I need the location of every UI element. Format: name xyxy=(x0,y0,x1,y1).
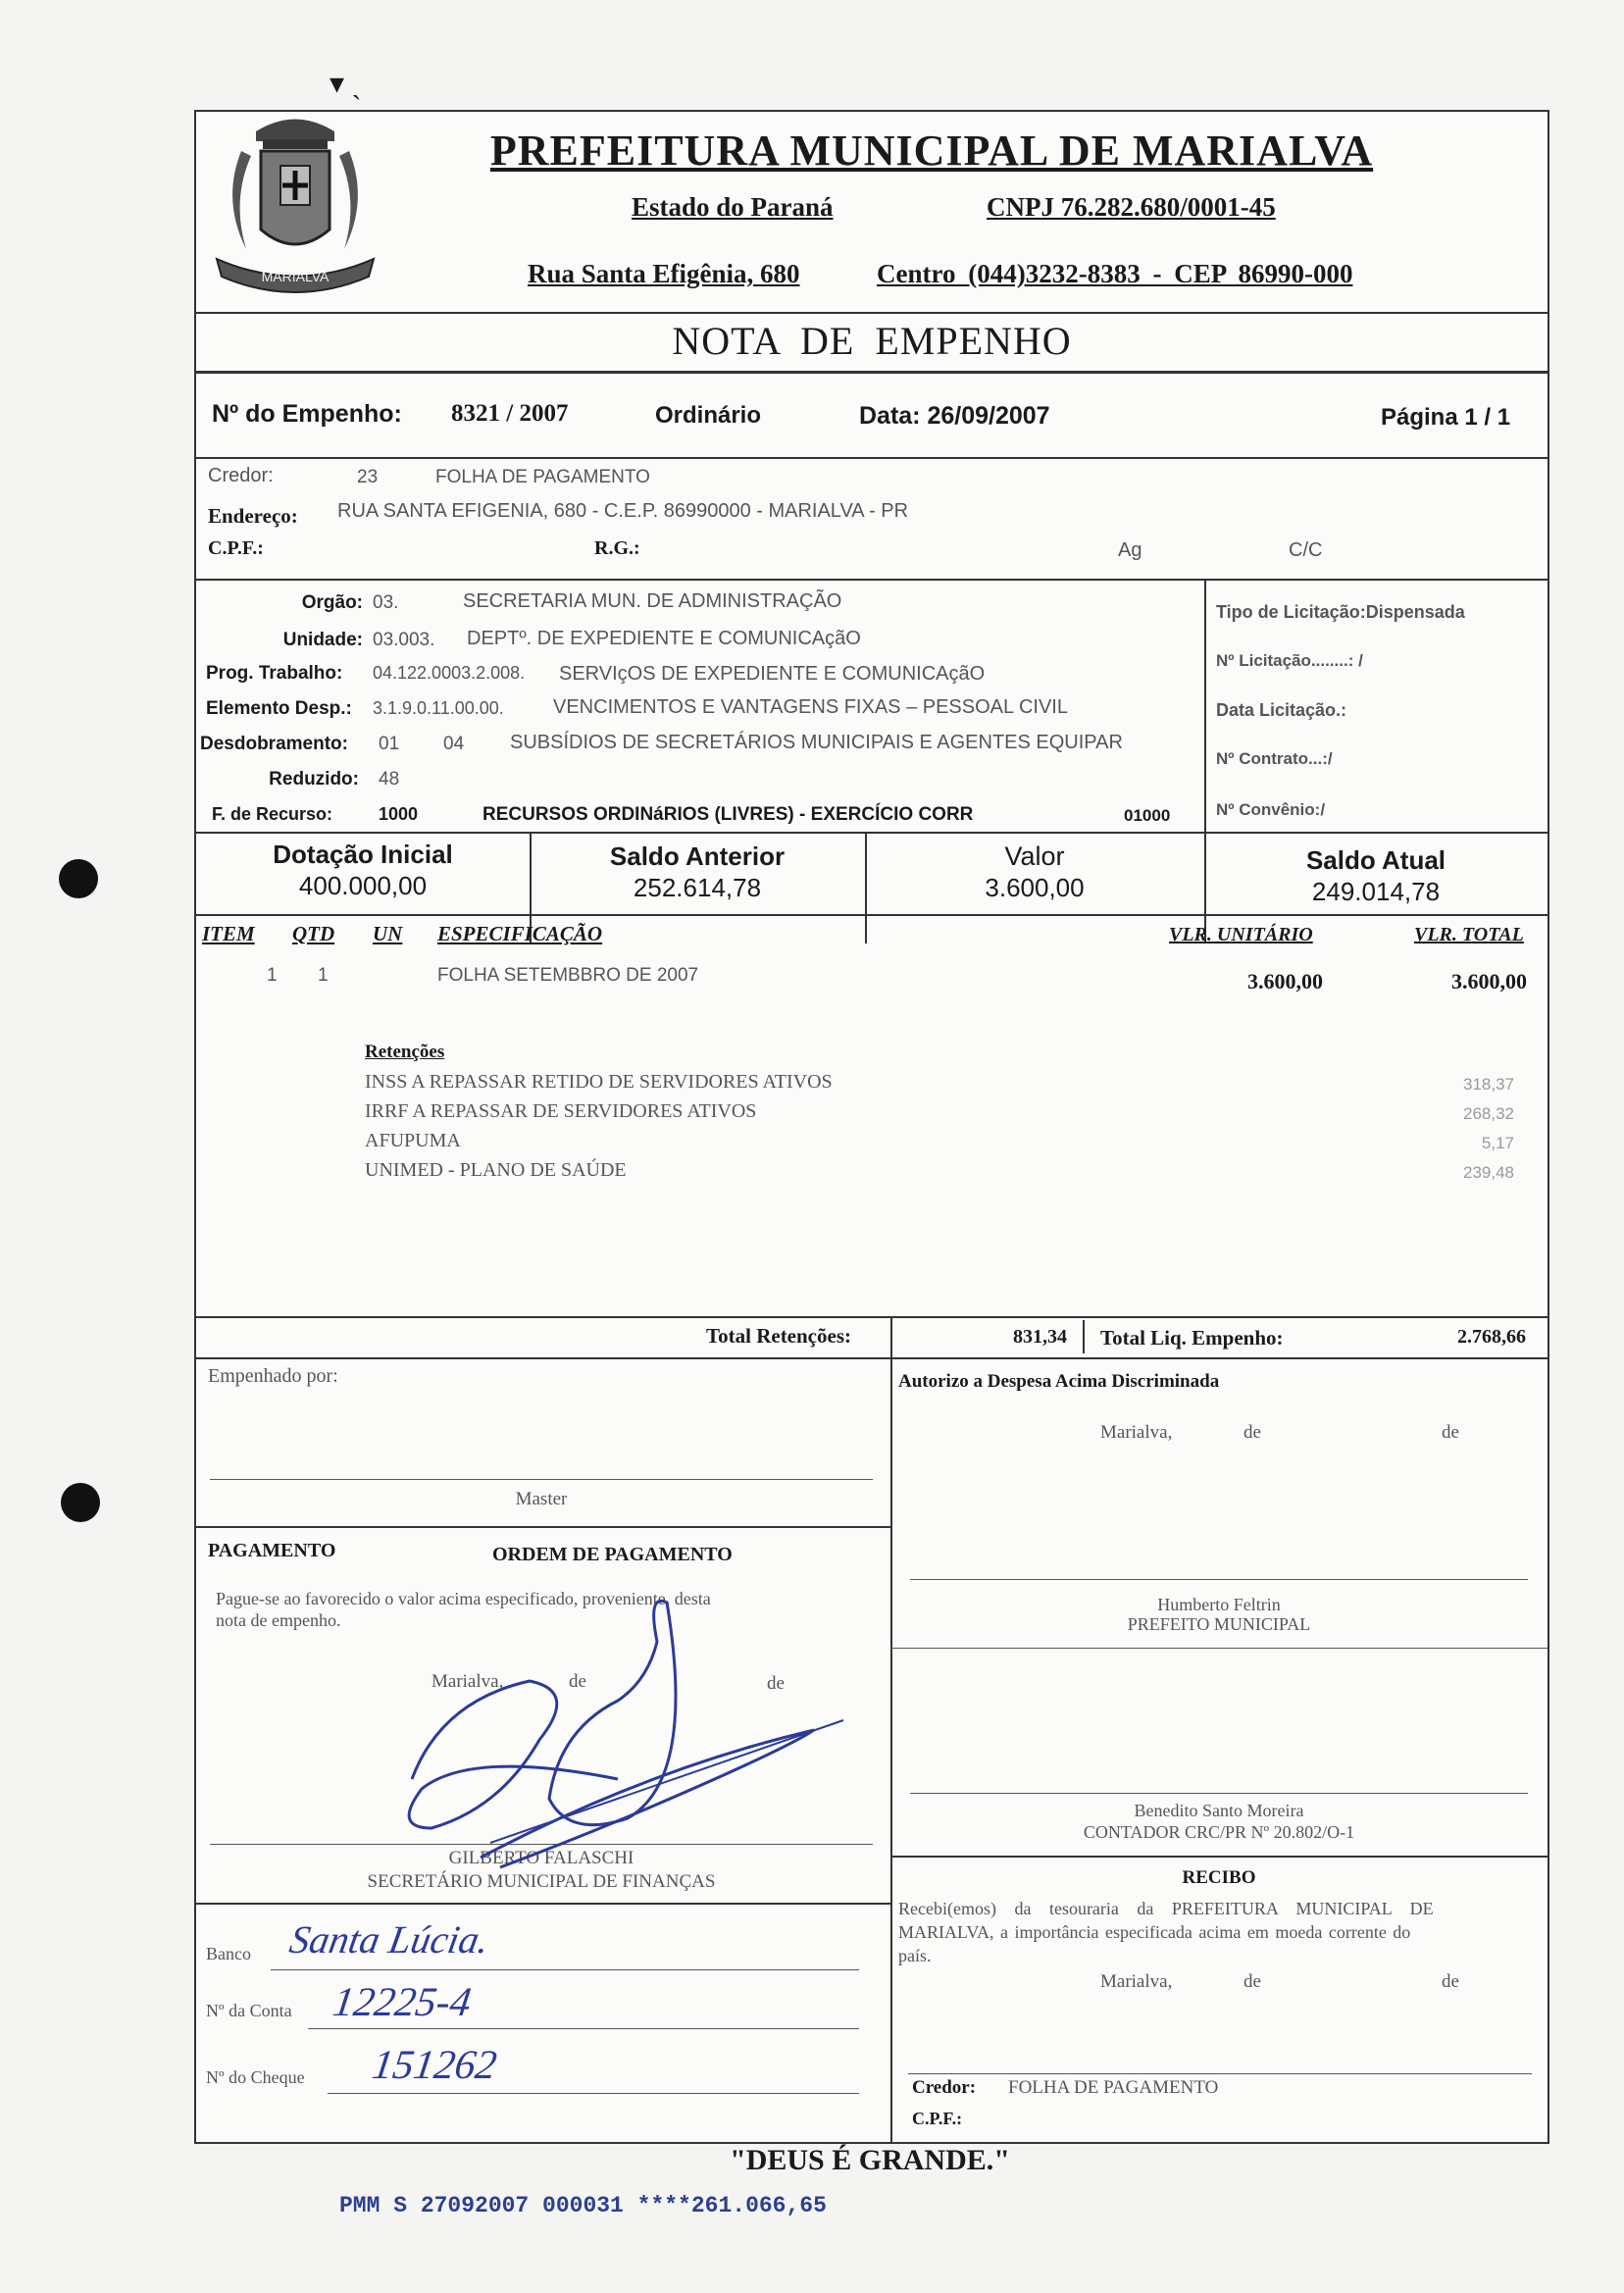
recibo-texto-2: MARIALVA, a importância especificada acima em moeda corrente do xyxy=(898,1922,1411,1942)
cnpj-label: CNPJ 76.282.680/0001-45 xyxy=(987,192,1276,222)
mechanical-stamp: PMM S 27092007 000031 ****261.066,65 xyxy=(339,2193,827,2218)
pagamento-de1: de xyxy=(569,1671,586,1692)
banco-label: Banco xyxy=(206,1944,251,1963)
prefeitura-title: PREFEITURA MUNICIPAL DE MARIALVA xyxy=(489,127,1374,175)
retencao-desc-4: UNIMED - PLANO DE SAÚDE xyxy=(365,1159,627,1181)
endereco-value: RUA SANTA EFIGENIA, 680 - C.E.P. 86990000 - MARIALVA - PR xyxy=(337,500,909,522)
retencao-value-1: 318,37 xyxy=(1463,1075,1514,1094)
secretario-title: SECRETÁRIO MUNICIPAL DE FINANÇAS xyxy=(367,1871,716,1892)
total-liq-label: Total Liq. Empenho: xyxy=(1100,1326,1284,1350)
item-qtd: 1 xyxy=(318,965,329,986)
desdobramento-b: 04 xyxy=(443,734,465,754)
col-qtd: QTD xyxy=(292,922,335,945)
reduzido-label: Reduzido: xyxy=(269,769,359,790)
cheque-label: Nº do Cheque xyxy=(206,2067,305,2087)
recurso-num: 01000 xyxy=(1124,806,1171,825)
conta-label: Nº da Conta xyxy=(206,2001,292,2020)
contador-name: Benedito Santo Moreira xyxy=(1134,1801,1304,1820)
doc-title: NOTA DE EMPENHO xyxy=(672,319,1072,363)
empenhado-label: Empenhado por: xyxy=(208,1365,338,1387)
binder-hole-bottom xyxy=(61,1483,100,1522)
prog-code: 04.122.0003.2.008. xyxy=(373,663,526,683)
autorizo-de2: de xyxy=(1442,1422,1459,1443)
retencao-value-4: 239,48 xyxy=(1463,1163,1514,1182)
valor-value: 3.600,00 xyxy=(985,873,1085,902)
num-convenio: Nº Convênio:/ xyxy=(1216,800,1326,819)
recibo-local: Marialva, xyxy=(1100,1971,1173,1992)
retencao-value-2: 268,32 xyxy=(1463,1104,1514,1123)
total-retencoes-value: 831,34 xyxy=(1013,1326,1067,1348)
retencao-value-3: 5,17 xyxy=(1481,1134,1514,1152)
pagamento-de2: de xyxy=(767,1673,785,1694)
col-item: ITEM xyxy=(202,922,255,945)
banco-value: Santa Lúcia. xyxy=(286,1917,493,1962)
data-licitacao: Data Licitação.: xyxy=(1216,700,1347,720)
cc-label: C/C xyxy=(1289,539,1323,561)
prog-label: Prog. Trabalho: xyxy=(206,663,343,684)
prefeito-title: PREFEITO MUNICIPAL xyxy=(1127,1614,1311,1634)
retencao-desc-2: IRRF A REPASSAR DE SERVIDORES ATIVOS xyxy=(365,1100,757,1122)
autorizo-label: Autorizo a Despesa Acima Discriminada xyxy=(898,1371,1220,1392)
elemento-label: Elemento Desp.: xyxy=(206,698,352,719)
secretario-name: GILBERTO FALASCHI xyxy=(448,1848,634,1868)
motto: "DEUS É GRANDE." xyxy=(730,2144,1010,2176)
desdobramento-a: 01 xyxy=(379,734,400,754)
total-retencoes-label: Total Retenções: xyxy=(706,1324,851,1348)
saldo-atual-label: Saldo Atual xyxy=(1305,845,1446,875)
ag-label: Ag xyxy=(1118,539,1142,561)
elemento-code: 3.1.9.0.11.00.00. xyxy=(373,698,504,718)
empenho-pagina: Página 1 / 1 xyxy=(1381,404,1511,431)
recibo-cpf-label: C.P.F.: xyxy=(912,2109,963,2128)
item-espec: FOLHA SETEMBBRO DE 2007 xyxy=(437,965,699,986)
credor-name: FOLHA DE PAGAMENTO xyxy=(435,467,650,487)
item-num: 1 xyxy=(267,965,278,986)
total-liq-value: 2.768,66 xyxy=(1457,1326,1526,1348)
binder-hole-top xyxy=(59,859,98,898)
empenho-num-label: Nº do Empenho: xyxy=(212,400,402,428)
credor-label: Credor: xyxy=(208,465,274,486)
coat-of-arms-icon xyxy=(202,112,388,308)
tipo-licitacao: Tipo de Licitação:Dispensada xyxy=(1216,602,1465,622)
saldo-atual-value: 249.014,78 xyxy=(1311,877,1441,906)
coat-of-arms xyxy=(202,112,388,308)
col-vlr-unit: VLR. UNITÁRIO xyxy=(1169,924,1313,945)
pagamento-texto-1: Pague-se ao favorecido o valor acima especificado, proveniente, desta xyxy=(216,1589,711,1608)
saldo-anterior-value: 252.614,78 xyxy=(633,873,762,902)
prefeito-name: Humberto Feltrin xyxy=(1157,1595,1281,1614)
scan-mark: ▾ ˎ xyxy=(330,68,362,100)
num-licitacao: Nº Licitação........: / xyxy=(1216,651,1363,670)
conta-value: 12225-4 xyxy=(330,1980,475,2025)
dotacao-label: Dotação Inicial xyxy=(273,840,453,869)
recurso-label: F. de Recurso: xyxy=(212,804,333,824)
valor-label: Valor xyxy=(1004,841,1065,871)
empenhado-signer: Master xyxy=(515,1489,568,1509)
cpf-label: C.P.F.: xyxy=(208,537,264,559)
dotacao-value: 400.000,00 xyxy=(298,871,428,900)
retencao-desc-3: AFUPUMA xyxy=(365,1130,461,1151)
autorizo-de1: de xyxy=(1243,1422,1261,1443)
elemento-desc: VENCIMENTOS E VANTAGENS FIXAS – PESSOAL CIVIL xyxy=(553,696,1068,718)
rg-label: R.G.: xyxy=(594,537,640,559)
retencoes-title: Retenções xyxy=(365,1042,445,1062)
empenho-num-value: 8321 / 2007 xyxy=(451,400,569,427)
unidade-label: Unidade: xyxy=(282,630,363,650)
recibo-title: RECIBO xyxy=(1182,1867,1256,1888)
item-vlr-unit: 3.600,00 xyxy=(1247,969,1323,994)
item-vlr-total: 3.600,00 xyxy=(1451,969,1527,994)
num-contrato: Nº Contrato...:/ xyxy=(1216,749,1333,768)
recibo-credor-label: Credor: xyxy=(912,2077,977,2098)
unidade-code: 03.003. xyxy=(373,630,435,650)
desdobramento-desc: SUBSÍDIOS DE SECRETÁRIOS MUNICIPAIS E AGENTES EQUIPAR xyxy=(510,732,1123,753)
prog-desc: SERVIçOS DE EXPEDIENTE E COMUNICAçãO xyxy=(559,663,986,685)
endereco-centro: Centro (044)3232-8383 - CEP 86990-000 xyxy=(877,259,1353,288)
orgao-code: 03. xyxy=(373,592,399,613)
orgao-label: Orgão: xyxy=(301,592,363,613)
contador-title: CONTADOR CRC/PR Nº 20.802/O-1 xyxy=(1083,1822,1355,1842)
recibo-de2: de xyxy=(1442,1971,1459,1992)
empenho-data: Data: 26/09/2007 xyxy=(859,402,1050,430)
seal-text: MARIALVA xyxy=(261,269,330,284)
recibo-de1: de xyxy=(1243,1971,1261,1992)
col-espec: ESPECIFICAÇÃO xyxy=(437,922,603,945)
empenho-tipo: Ordinário xyxy=(655,402,762,429)
reduzido-value: 48 xyxy=(379,769,400,790)
recibo-credor-value: FOLHA DE PAGAMENTO xyxy=(1008,2077,1219,2098)
credor-code: 23 xyxy=(357,467,379,487)
col-vlr-total: VLR. TOTAL xyxy=(1414,924,1524,945)
pagamento-local: Marialva, xyxy=(431,1671,504,1692)
retencao-desc-1: INSS A REPASSAR RETIDO DE SERVIDORES ATIVOS xyxy=(365,1071,833,1093)
endereco-rua: Rua Santa Efigênia, 680 xyxy=(528,259,800,288)
orgao-desc: SECRETARIA MUN. DE ADMINISTRAÇÃO xyxy=(463,590,842,612)
estado-label: Estado do Paraná xyxy=(632,192,834,222)
recibo-texto-3: país. xyxy=(898,1946,932,1965)
pagamento-texto-2: nota de empenho. xyxy=(216,1610,341,1630)
recurso-desc: RECURSOS ORDINáRIOS (LIVRES) - EXERCÍCIO CORR xyxy=(482,804,974,825)
autorizo-local: Marialva, xyxy=(1100,1422,1173,1443)
desdobramento-label: Desdobramento: xyxy=(200,734,348,754)
ordem-pagamento: ORDEM DE PAGAMENTO xyxy=(492,1544,733,1565)
recurso-code: 1000 xyxy=(379,804,419,824)
pagamento-label: PAGAMENTO xyxy=(208,1540,336,1561)
saldo-anterior-label: Saldo Anterior xyxy=(609,841,786,871)
recibo-texto-1: Recebi(emos) da tesouraria da PREFEITURA MUNICIPAL DE xyxy=(898,1899,1434,1918)
handwritten-signature xyxy=(353,1583,902,1897)
cheque-value: 151262 xyxy=(369,2043,500,2088)
endereco-label: Endereço: xyxy=(208,504,298,528)
nota-empenho-sheet xyxy=(194,110,1549,2144)
col-un: UN xyxy=(373,922,403,945)
unidade-desc: DEPTº. DE EXPEDIENTE E COMUNICAçãO xyxy=(467,628,861,649)
